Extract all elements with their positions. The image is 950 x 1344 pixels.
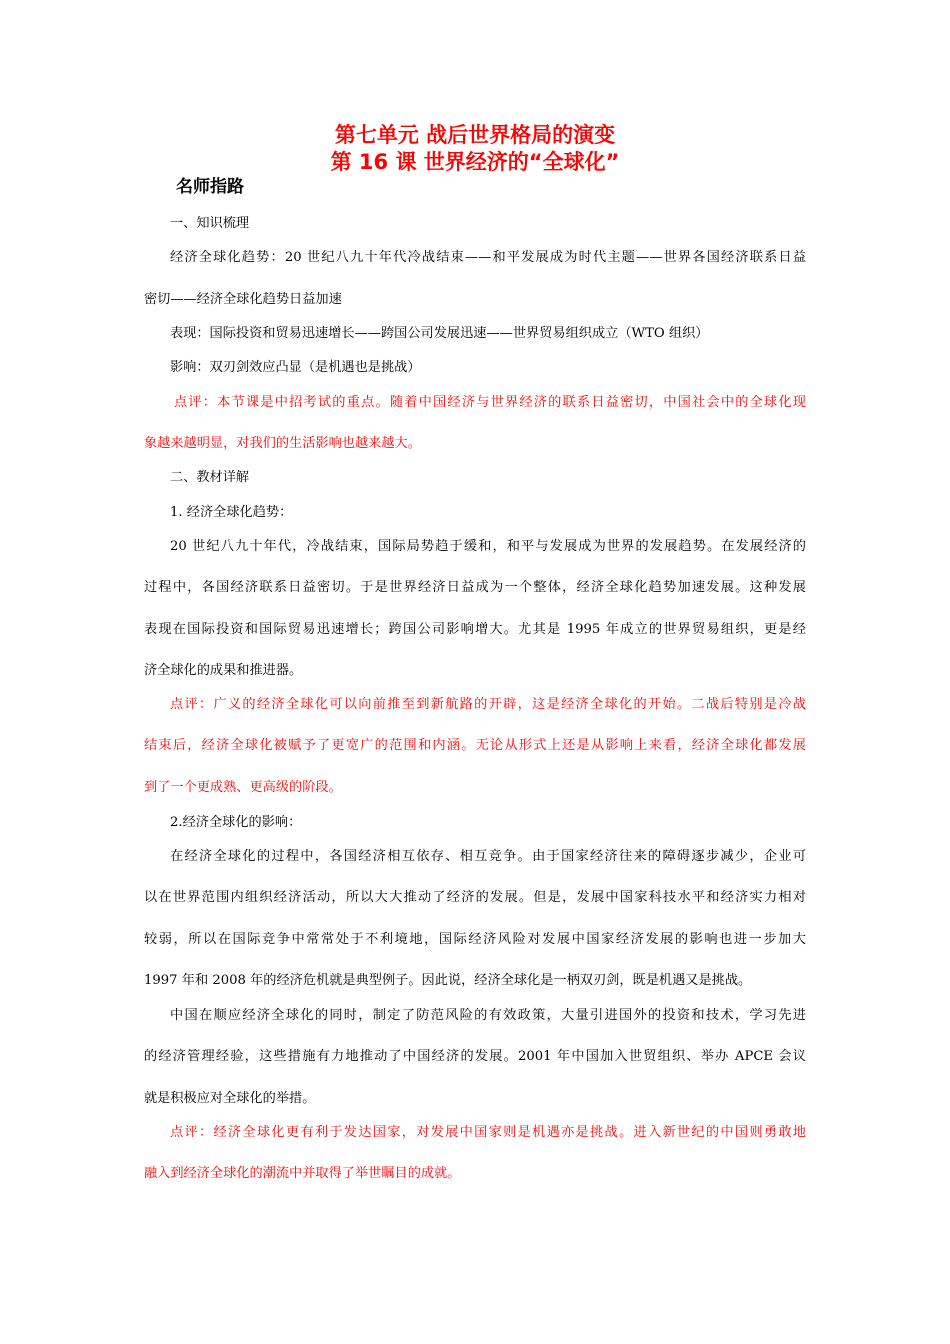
subsection-heading-knowledge: 一、知识梳理	[170, 216, 250, 231]
unit-title: 第七单元 战后世界格局的演变	[334, 123, 616, 147]
comment-line: 融入到经济全球化的潮流中并取得了举世瞩目的成就。	[144, 1166, 461, 1181]
paragraph-line: 经济全球化趋势：20 世纪八九十年代冷战结束——和平发展成为时代主题——世界各国经济联系日益	[170, 250, 806, 265]
paragraph-line: 1997 年和 2008 年的经济危机就是典型例子。因此说，经济全球化是一柄双刃剑，既是机遇又是挑战。	[144, 973, 752, 988]
topic-heading: 2.经济全球化的影响：	[170, 815, 302, 830]
comment-line: 到了一个更成熟、更高级的阶段。	[144, 780, 342, 795]
paragraph-line: 较弱，所以在国际竞争中常常处于不利境地，国际经济风险对发展中国家经济发展的影响也进一步加大	[144, 932, 806, 947]
lesson-title: 第 16 课 世界经济的“全球化”	[330, 150, 620, 174]
comment-line: 点评：本节课是中招考试的重点。随着中国经济与世界经济的联系日益密切，中国社会中的全球化现	[174, 395, 806, 410]
paragraph-line: 的经济管理经验，这些措施有力地推动了中国经济的发展。2001 年中国加入世贸组织、举办 APCE 会议	[144, 1049, 806, 1064]
section-heading: 名师指路	[176, 177, 244, 197]
paragraph-line: 就是积极应对全球化的举措。	[144, 1091, 316, 1106]
paragraph-line: 表现在国际投资和国际贸易迅速增长；跨国公司影响增大。尤其是 1995 年成立的世界贸易组织，更是经	[144, 622, 806, 637]
paragraph-line: 影响：双刃剑效应凸显（是机遇也是挑战）	[170, 360, 421, 375]
paragraph-line: 密切——经济全球化趋势日益加速	[144, 292, 342, 307]
paragraph-line: 在经济全球化的过程中，各国经济相互依存、相互竞争。由于国家经济往来的障碍逐步减少，企业可	[170, 849, 806, 864]
paragraph-line: 过程中，各国经济联系日益密切。于是世界经济日益成为一个整体，经济全球化趋势加速发展。这种发展	[144, 580, 806, 595]
comment-line: 点评：广义的经济全球化可以向前推至到新航路的开辟，这是经济全球化的开始。二战后特别是冷战	[170, 697, 806, 712]
paragraph-line: 中国在顺应经济全球化的同时，制定了防范风险的有效政策，大量引进国外的投资和技术，学习先进	[170, 1008, 806, 1023]
comment-line: 点评：经济全球化更有利于发达国家，对发展中国家则是机遇亦是挑战。进入新世纪的中国则勇敢地	[170, 1125, 806, 1140]
subsection-heading-textbook: 二、教材详解	[170, 470, 250, 485]
comment-line: 结束后，经济全球化被赋予了更宽广的范围和内涵。无论从形式上还是从影响上来看，经济全球化都发展	[144, 738, 806, 753]
paragraph-line: 表现：国际投资和贸易迅速增长——跨国公司发展迅速——世界贸易组织成立（WTO 组织）	[170, 326, 709, 341]
paragraph-line: 以在世界范围内组织经济活动，所以大大推动了经济的发展。但是，发展中国家科技水平和经济实力相对	[144, 890, 806, 905]
comment-line: 象越来越明显，对我们的生活影响也越来越大。	[144, 436, 421, 451]
topic-heading: 1. 经济全球化趋势：	[170, 505, 293, 520]
paragraph-line: 济全球化的成果和推进器。	[144, 663, 303, 678]
paragraph-line: 20 世纪八九十年代，冷战结束，国际局势趋于缓和，和平与发展成为世界的发展趋势。在发展经济的	[170, 539, 806, 554]
